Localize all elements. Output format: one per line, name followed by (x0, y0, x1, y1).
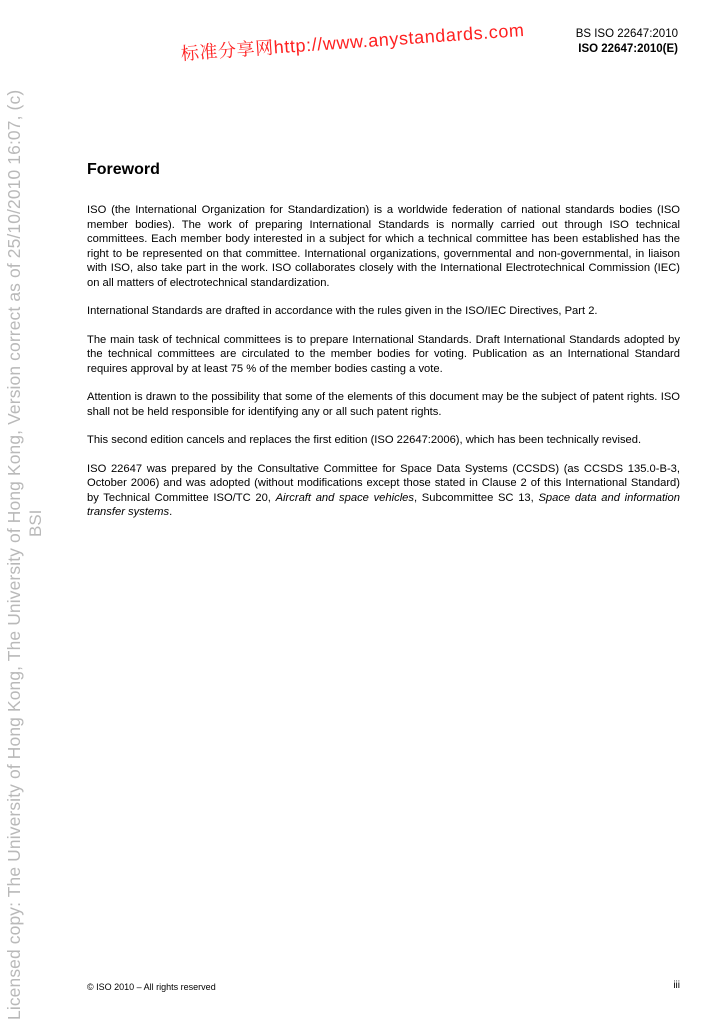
page-title: Foreword (87, 161, 160, 178)
preparation-text-1: ISO 22647 was prepared by the Consultative Committee for Space Data Systems (CCSDS) (as CCSDS 135.0-B-3, October 2006) and was adopted (without modifications except those stated in Clause 2 of this International Standard) by Technical Committee ISO/TC 20, (87, 462, 680, 504)
iso-reference: ISO 22647:2010(E) (578, 43, 678, 55)
preparation-committee-name: Aircraft and space vehicles (275, 491, 414, 504)
website-watermark: 标准分享网http://www.anystandards.com (180, 19, 526, 64)
preparation-text-2: , Subcommittee SC 13, (414, 491, 539, 504)
license-notice-line-1: Licensed copy: The University of Hong Kong, The University of Hong Kong, Version correct as of 25/10/2010 16:07, (c) (4, 89, 24, 1020)
paragraph-iso-overview: ISO (the International Organization for Standardization) is a worldwide federation of national standards bodies (ISO member bodies). The work of preparing International Standards is normally carried out through ISO technical committees. Each member body interested in a subject for which a technical committee has been established has the right to be represented on that committee. International organizations, governmental and non-governmental, in liaison with ISO, also take part in the work. ISO collaborates closely with the International Electrotechnical Commission (IEC) on all matters of electrotechnical standardization. (87, 204, 680, 289)
license-notice (0, 0, 60, 1024)
paragraph-edition-note: This second edition cancels and replaces the first edition (ISO 22647:2006), which has been technically revised. (87, 434, 642, 446)
preparation-subcommittee-name: Space data and information transfer systems (87, 491, 680, 518)
copyright-footer: © ISO 2010 – All rights reserved (87, 982, 216, 992)
paragraph-patent-rights: Attention is drawn to the possibility that some of the elements of this document may be the subject of patent rights. ISO shall not be held responsible for identifying any or all such patent rights. (87, 391, 680, 418)
document-body (87, 158, 680, 534)
preparation-text-3: . (169, 506, 173, 518)
page-number: iii (673, 980, 680, 991)
paragraph-directives: International Standards are drafted in accordance with the rules given in the ISO/IEC Directives, Part 2. (87, 305, 598, 317)
license-notice-line-2: BSI (26, 509, 45, 537)
bs-reference: BS ISO 22647:2010 (575, 28, 678, 40)
paragraph-preparation (87, 462, 680, 520)
document-header (576, 27, 678, 57)
paragraph-technical-committees: The main task of technical committees is to prepare International Standards. Draft International Standards adopted by the technical committees are circulated to the member bodies for voting. Publication as an International Standard requires approval by at least 75 % of the member bodies casting a vote. (87, 333, 680, 375)
